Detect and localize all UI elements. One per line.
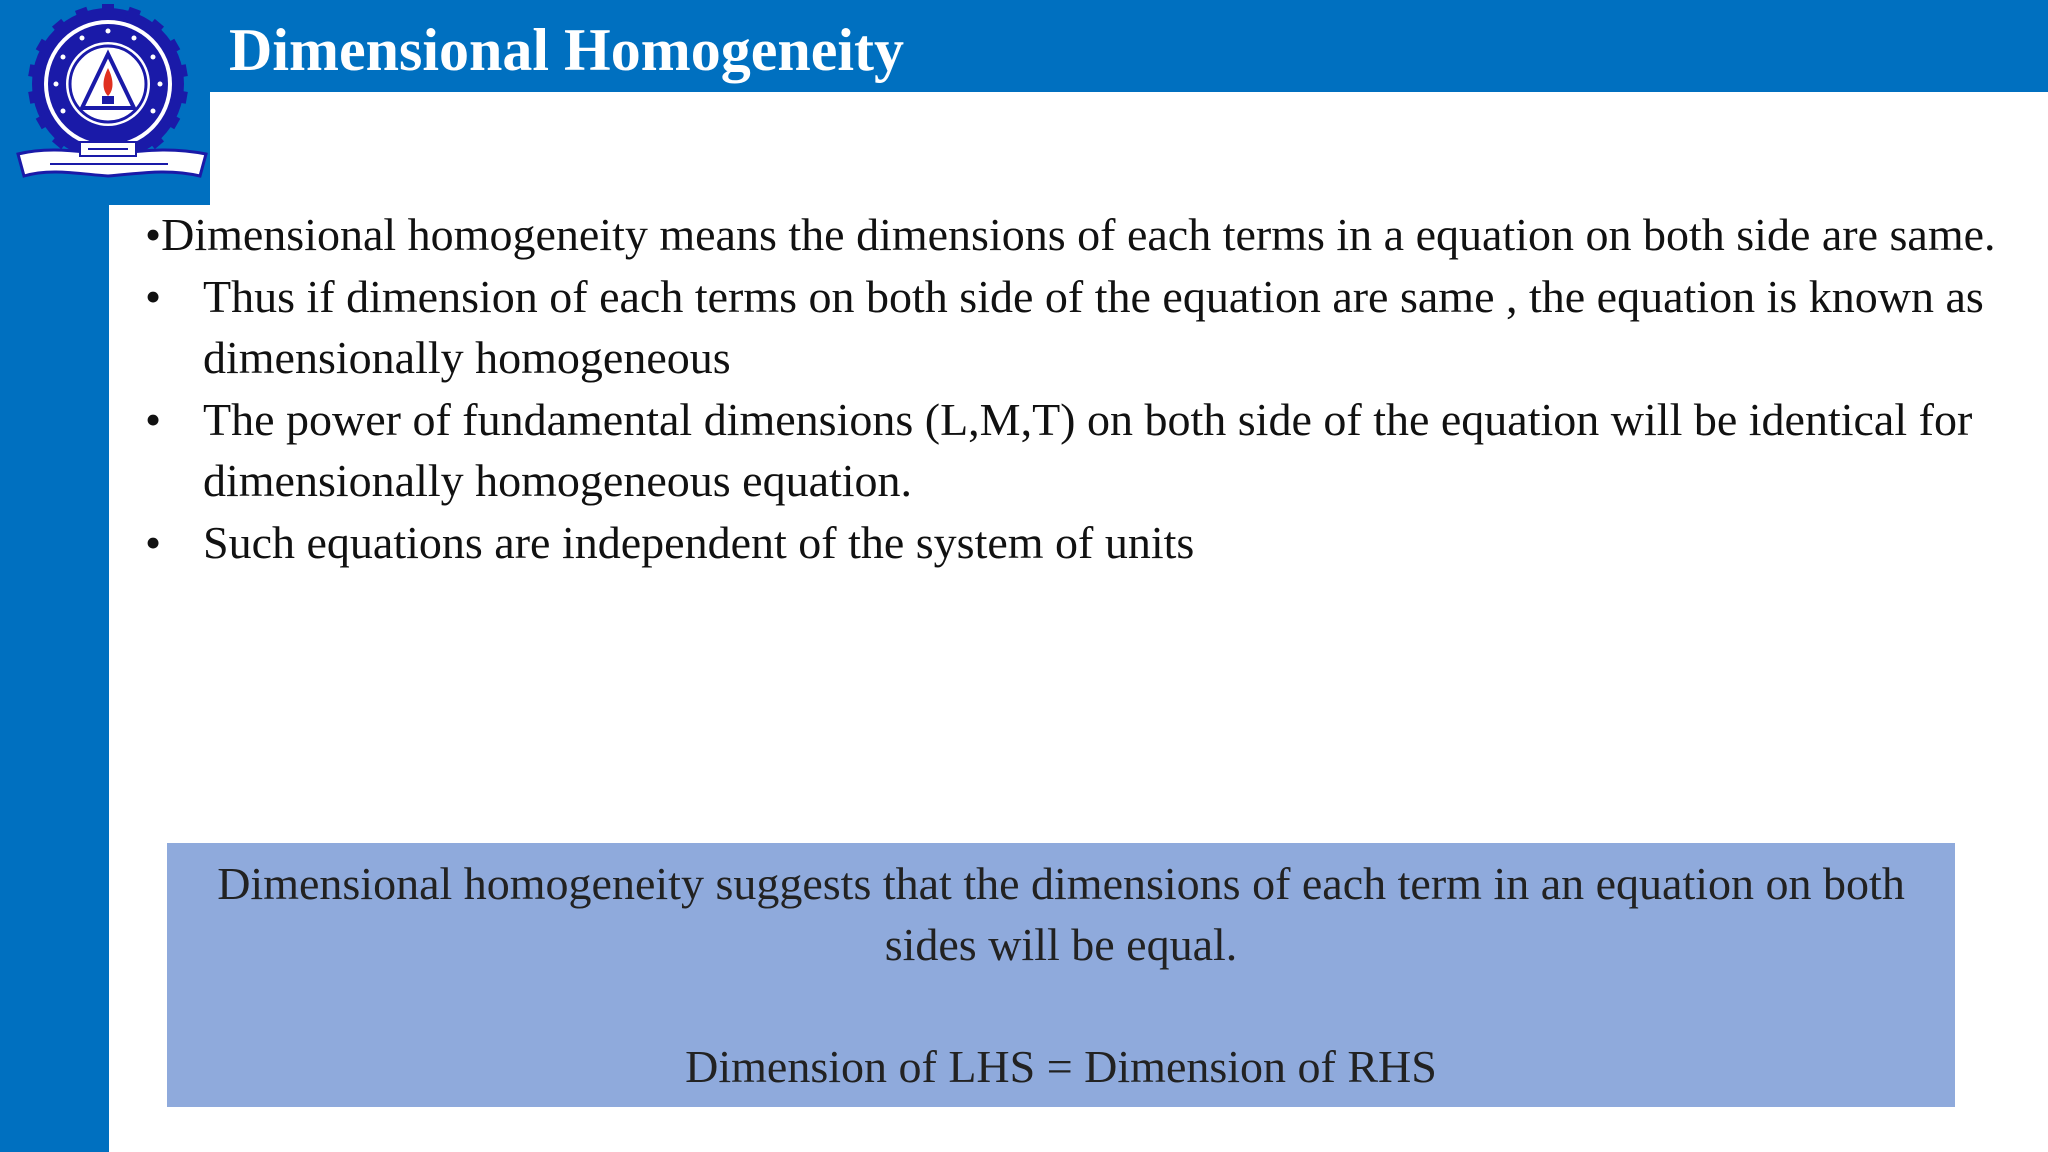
slide-title: Dimensional Homogeneity <box>229 17 904 83</box>
bullet-icon: • <box>145 516 162 568</box>
bullet-list <box>145 266 2005 574</box>
institute-emblem-icon <box>10 4 210 196</box>
list-item <box>145 266 2005 389</box>
bullet-text: The power of fundamental dimensions (L,M,T) on both side of the equation will be identical for dimensionally homogeneous equation. <box>203 393 1973 506</box>
list-item <box>145 512 2005 574</box>
bullet-icon: • <box>145 393 162 445</box>
intro-paragraph: •Dimensional homogeneity means the dimensions of each terms in a equation on both side are same. <box>145 209 1996 260</box>
summary-box <box>167 843 1955 1107</box>
logo-block <box>0 0 210 205</box>
summary-statement: Dimensional homogeneity suggests that the dimensions of each term in an equation on both sides will be equal. <box>217 858 1905 970</box>
bullet-text: Such equations are independent of the system of units <box>203 516 1195 568</box>
bullet-icon: • <box>145 270 162 322</box>
bullet-text: Thus if dimension of each terms on both side of the equation are same , the equation is known as dimensionally homogeneous <box>203 270 1984 383</box>
list-item <box>145 389 2005 512</box>
summary-equation: Dimension of LHS = Dimension of RHS <box>685 1041 1437 1092</box>
content-body <box>145 204 2005 573</box>
